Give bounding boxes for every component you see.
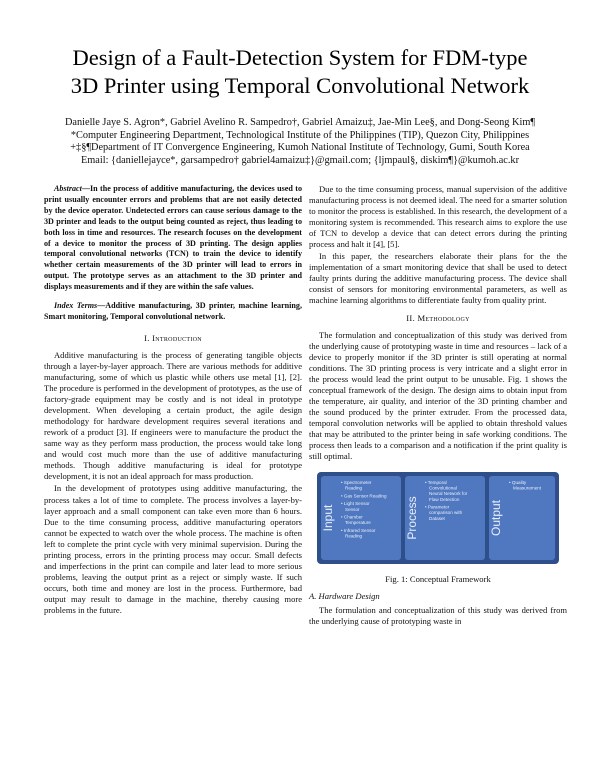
process-label: Process (405, 496, 419, 540)
output-item-0-line-1: Measurement (513, 485, 542, 491)
input-item-3-line-0: • Chamber (341, 514, 363, 520)
section-heading-introduction: I. Introduction (144, 332, 202, 343)
conceptual-framework-diagram (309, 470, 567, 566)
hardware-paragraph-1: The formulation and conceptualization of this study was derived from the underlying cause of prototyping waste in (309, 605, 567, 627)
conceptual-framework-figure (309, 470, 567, 566)
author-block (30, 117, 570, 167)
process-item-0-line-2: Neural Network for (429, 491, 468, 497)
process-item-1-line-2: Dataset (429, 515, 445, 521)
process-item-0-line-1: Convolutional (429, 485, 457, 491)
abstract-text: —In the process of additive manufacturing, the devices used to print usually encounter errors and problems that are not easily detected by the device operator. Undetected errors can cause serious damage to the 3D printer and leads to the output being counted as reject, thus leading to both loss in time and resources. The research focuses on the development of a device to monitor the process of 3D printing. The design applies temporal convolutional networks (TCN) to train the device to identify whether certain measurements of the 3D printer will lead to errors in output. The prototype serves as an attachment to the 3D printer and displays measurements and if they are within the safe values. (44, 184, 302, 292)
input-item-2-line-0: • Light Sensor (341, 501, 370, 507)
title-line-2: 3D Printer using Temporal Convolutional Network (70, 73, 530, 98)
subsection-heading-hardware-design: A. Hardware Design (309, 591, 380, 602)
input-item-0-line-0: • Spectrometer (341, 480, 372, 486)
input-item-4-line-1: Reading (345, 533, 363, 539)
affiliation-1: *Computer Engineering Department, Technological Institute of the Philippines (TIP), Quezon City, Philippines (70, 129, 530, 141)
intro-paragraph-1: Additive manufacturing is the process of generating tangible objects through a layer-by-layer approach. There are various methods for additive manufacturing, some of which us plastic while others use metal [1], [2]. The procedure is performed in the development of prototypes, as the use of factory-grade equipment may be costly and is not ideal in prototype development. When developing a certain product, the agile design methodology for hardware development requires several iterations and rework of a product [3]. If engineers were to manufacture the product the same way as they perform mass production, the process would take long and would cost much more than the use of additive manufacturing methods. Though additive manufacturing is ideal for prototype development, it is not an ideal approach for mass production. (44, 349, 302, 482)
input-item-2-line-1: Sensor (345, 506, 360, 512)
input-item-4-line-0: • Infrared Sensor (341, 528, 376, 534)
process-item-0-line-3: Flaw Detection (429, 496, 460, 502)
right-paragraph-2: In this paper, the researchers elaborate their plans for the the implementation of a smart monitoring device that shall be used to detect faulty prints during the additive manufacturing process. The device shall consist of sensors for monitoring environmental parameters, as well as machine learning algorithms to differentiate faulty from quality print. (309, 251, 567, 306)
input-item-3-line-1: Temperature (345, 520, 371, 526)
intro-paragraph-2: In the development of prototypes using additive manufacturing, the process takes a lot of time to complete. The process involves a layer-by-layer approach and a small component can take even more than 6 hours. Due to the time consuming process, additive manufacturing operators cannot be expected to watch over the whole process. The machine is often left to complete the print cycle with very minimal supervision. During the printing process, errors in the printing process may occur. Small defects and imperfections in the print can compile and later lead to more serious problems, leaving the output print as a reject or simply waste. If such occurs, both time and money are lost in the process. Furthermore, bad output may result to damage in the machine, thereby causing more problems in the future. (44, 483, 302, 615)
output-item-0-line-0: • Quality (509, 480, 527, 486)
author-names: Danielle Jaye S. Agron*, Gabriel Avelino R. Sampedro†, Gabriel Amaizu‡, Jae-Min Lee§, and Dong-Seong Kim¶ (64, 117, 536, 128)
left-column (44, 184, 302, 617)
section-heading-methodology: II. Methodology (406, 312, 470, 323)
figure-caption: Fig. 1: Conceptual Framework (385, 574, 491, 585)
index-terms (44, 301, 302, 323)
input-label: Input (321, 504, 335, 532)
index-terms-text: —Additive manufacturing, 3D printer, machine learning, Smart monitoring, Temporal convolutional network. (44, 301, 302, 321)
input-item-1-line-0: • Gas Sensor Reading (341, 493, 387, 499)
paper-title (40, 44, 560, 100)
process-item-1-line-0: • Parameter (425, 504, 450, 510)
right-paragraph-1: Due to the time consuming process, manual supervision of the additive manufacturing process is not deemed ideal. The need for a smarter solution to monitor the process is established. In this research, the development of a monitoring system is recommended. This research aims to explore the use of TCN to develop a device that can detect errors during the printing process and halt it [4], [5]. (309, 184, 567, 250)
title-line-1: Design of a Fault-Detection System for FDM-type (72, 45, 528, 70)
index-terms-lead: Index Terms (54, 301, 98, 311)
input-item-0-line-1: Reading (345, 485, 363, 491)
abstract-lead: Abstract (54, 184, 82, 193)
affiliation-2: +‡§¶Department of IT Convergence Engineering, Kumoh National Institute of Technology, Gumi, South Korea (70, 142, 530, 154)
abstract (44, 184, 302, 293)
right-column (309, 184, 567, 628)
process-item-0-line-0: • Temporal (425, 480, 447, 486)
methodology-paragraph-1: The formulation and conceptualization of this study was derived from the underlying cause of prototyping waste in time and resources – lack of a device to properly monitor if the 3D printer is still operating at normal conditions. The 3D printing process is very intricate and a slight error in the process would lead the print output to be unusable. Fig. 1 shows the conceptual framework of the design. The design aims to obtain input from the temperature, air quality, and interior of the 3D printing chamber and the sound produced by the printer extruder. From the processed data, temporal convolution networks will be applied to obtain threshold values that may be attributed to the printer being in safe working conditions. The process then leads to a comparison and a notification if the print quality is still optimal. (309, 329, 567, 462)
author-emails: Email: {daniellejayce*, garsampedro† gabriel4amaizu‡}@gmail.com; {ljmpaul§, diskim¶}@kumoh.ac.kr (81, 154, 519, 166)
output-label: Output (489, 500, 503, 537)
process-item-1-line-1: comparison with (429, 510, 463, 516)
